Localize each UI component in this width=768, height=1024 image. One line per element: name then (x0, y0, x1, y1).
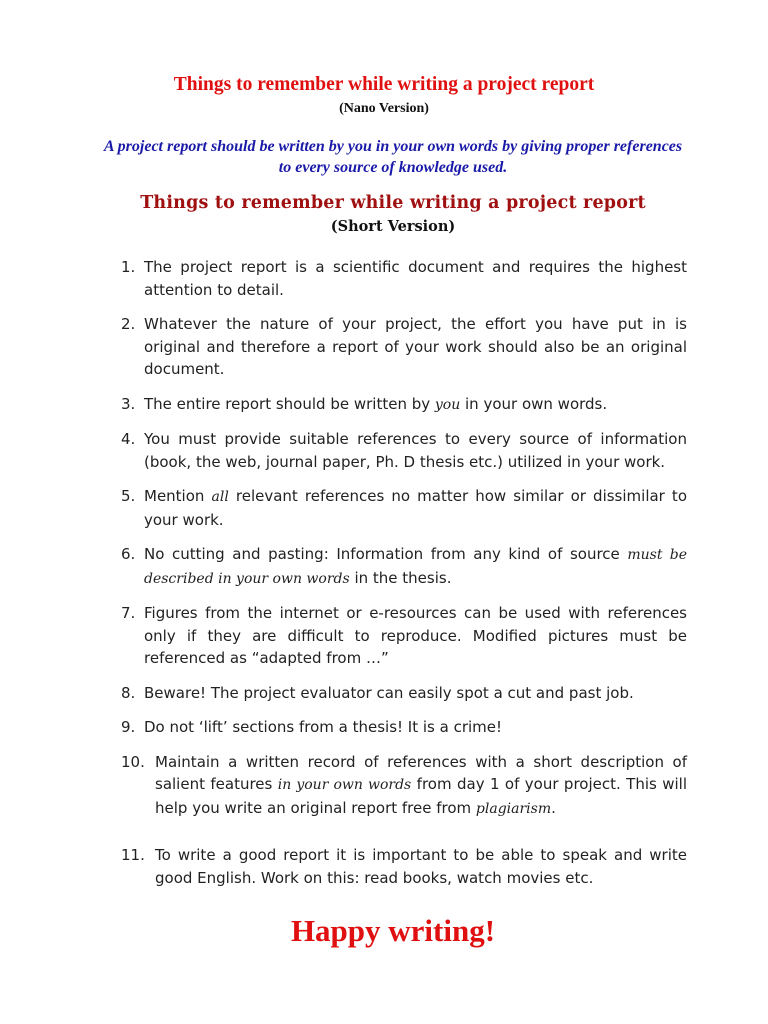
text-run: Whatever the nature of your project, the effort you have put in is original and therefore a report of your work should also be an original document. (144, 315, 687, 378)
list-item-text (144, 430, 687, 471)
text-run: in the thesis. (349, 568, 452, 587)
list-item-number: 1. (121, 258, 136, 276)
list-item (115, 682, 687, 705)
list-item-number: 11. (121, 846, 145, 864)
text-run: To write a good report it is important to be able to speak and write good English. Work on this: read books, watch movies etc. (155, 846, 687, 887)
guidelines-list (115, 256, 687, 901)
text-run: . (551, 798, 556, 817)
list-item-text (144, 684, 634, 702)
list-item (115, 543, 687, 590)
list-item-number: 6. (121, 545, 136, 563)
emphasis-text: you (434, 396, 461, 413)
list-item (115, 256, 687, 301)
list-item-text (144, 315, 687, 378)
emphasis-text: must be described in your own words (144, 547, 687, 587)
closing-text: Happy writing! (290, 913, 496, 948)
nano-subtitle: (Nano Version) (339, 101, 429, 116)
text-run: Maintain a written record of references with a short description of salient features (155, 752, 687, 793)
list-item-text (144, 604, 687, 667)
short-subtitle: (Short Version) (330, 218, 456, 235)
list-item-text (144, 487, 687, 529)
text-run: Mention (144, 487, 212, 505)
nano-summary: A project report should be written by you in your own words by giving proper references to every source of knowledge used. (103, 138, 683, 176)
list-item (115, 716, 687, 739)
list-item (115, 428, 687, 473)
list-item-text (144, 258, 687, 299)
list-item (115, 602, 687, 670)
list-item-text (144, 545, 687, 587)
list-item-text (144, 395, 607, 413)
text-run: You must provide suitable references to every source of information (book, the web, journal paper, Ph. D thesis etc.) utilized in your work. (144, 430, 687, 471)
list-item-number: 9. (121, 718, 136, 736)
emphasis-text: in your own words (277, 777, 412, 793)
list-item-number: 2. (121, 315, 136, 333)
list-item-number: 4. (121, 430, 136, 448)
text-run: in your own words. (460, 394, 608, 413)
text-run: The entire report should be written by (144, 394, 435, 413)
list-item-text (155, 753, 687, 817)
text-run: No cutting and pasting: Information from any kind of source (144, 545, 628, 563)
list-item-number: 3. (121, 394, 136, 413)
list-item (115, 485, 687, 531)
text-run: from day 1 of your project. This will help you write an original report free from (155, 775, 687, 817)
list-item-number: 7. (121, 604, 136, 622)
list-item (115, 313, 687, 381)
emphasis-text: plagiarism (475, 800, 552, 817)
emphasis-text: all (211, 489, 229, 505)
list-item-text (155, 846, 687, 887)
text-run: Do not ‘lift’ sections from a thesis! It is a crime! (144, 718, 503, 736)
list-item-number: 5. (121, 487, 136, 505)
text-run: Beware! The project evaluator can easily spot a cut and past job. (144, 683, 634, 702)
list-item-number: 8. (121, 683, 136, 702)
short-title: Things to remember while writing a project report (140, 193, 646, 213)
list-item (115, 844, 687, 889)
text-run: relevant references no matter how similar or dissimilar to your work. (144, 487, 687, 529)
list-item-number: 10. (121, 752, 145, 771)
list-item (115, 751, 687, 821)
text-run: The project report is a scientific document and requires the highest attention to detail. (144, 258, 687, 299)
nano-title: Things to remember while writing a project report (173, 74, 595, 95)
text-run: Figures from the internet or e-resources can be used with references only if they are difficult to reproduce. Modified pictures must be referenced as “adapted from …” (144, 604, 687, 667)
list-item (115, 393, 687, 417)
list-item-text (144, 718, 502, 736)
